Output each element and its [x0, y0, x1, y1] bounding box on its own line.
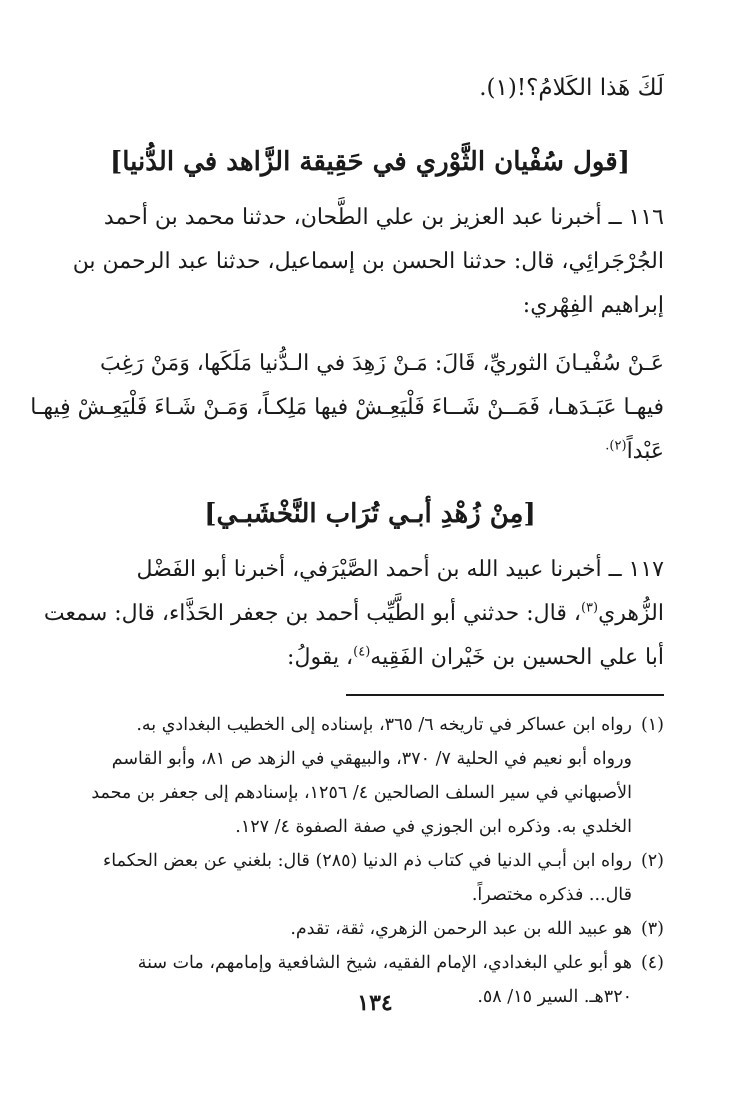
narration-117-line-2-a: الزُّهري — [598, 601, 664, 626]
quote-line-3 — [76, 430, 664, 474]
narration-117-line-2-b: ، قال: حدثني أبو الطَّيِّب أحمد بن جعفر الحَذَّاء، قال: سمعت — [43, 601, 581, 626]
footnote-marker: (٤) — [640, 953, 664, 973]
footnote-ref-4: (٤) — [353, 644, 371, 660]
footnote-1-line-4: الخلدي به. وذكره ابن الجوزي في صفة الصفوة ٤/ ١٢٧. — [235, 817, 632, 837]
footnote-marker: (٣) — [640, 919, 664, 939]
footnote-3-line-1: هو عبيد الله بن عبد الرحمن الزهري، ثقة، تقدم. — [290, 919, 632, 939]
narration-117-line-3 — [76, 636, 664, 680]
narration-117-line-2 — [43, 592, 664, 636]
footnote-1-line-3: الأصبهاني في سير السلف الصالحين ٤/ ١٢٥٦، بإسنادهم إلى جعفر بن محمد — [91, 783, 632, 803]
footnote-1-line-1: رواه ابن عساكر في تاريخه ٦/ ٣٦٥، بإسناده إلى الخطيب البغدادي به. — [136, 715, 632, 735]
narration-116 — [72, 196, 664, 328]
continued-text-line: لَكَ هَذا الكَلامُ؟!(١). — [479, 75, 664, 101]
section-heading-nakhshabi: [مِنْ زُهْدِ أبـي تُرَاب النَّخْشَبـي] — [204, 499, 536, 529]
quote-line-3-text: عَبْداً — [626, 439, 664, 464]
footnote-2-line-1: رواه ابن أبـي الدنيا في كتاب ذم الدنيا (٢٨٥) قال: بلغني عن بعض الحكماء — [103, 851, 632, 871]
thawri-quote — [30, 342, 664, 474]
page-number: ١٣٤ — [357, 990, 393, 1016]
quote-line-2: فيهـا عَبَـدَهـا، فَمَــنْ شَــاءَ فَلْيَعِـشْ فيها مَلِكـاً، وَمَـنْ شَـاءَ فَلْيَعِـشْ فِيهـا — [30, 395, 664, 420]
quote-line-1: عَـنْ سُفْيـانَ الثوريِّ، قَالَ: مَـنْ زَهِدَ في الـدُّنيا مَلَكَها، وَمَنْ رَغِبَ — [99, 351, 664, 376]
footnote-marker: (١) — [640, 715, 664, 735]
footnote-marker: (٢) — [640, 851, 664, 871]
section-heading-thawri: [قول سُفْيان الثَّوْري في حَقِيقة الزَّاهد في الدُّنيا] — [109, 147, 631, 177]
narration-117-line-3-a: أبا علي الحسين بن خَيْران الفَقِيه — [370, 645, 664, 670]
narration-116-line-2: الجُرْجَرائِي، قال: حدثنا الحسن بن إسماعيل، حدثنا عبد الرحمن بن — [72, 249, 664, 274]
footnote-1 — [76, 708, 664, 844]
footnote-ref-2: (٢). — [605, 438, 627, 454]
narration-117-line-1: ١١٧ ــ أخبرنا عبيد الله بن أحمد الصَّيْرَفي، أخبرنا أبو الفَضْل — [136, 557, 664, 582]
narration-117-line-3-b: ، يقولُ: — [287, 645, 354, 670]
narration-116-line-3: إبراهيم الفِهْري: — [522, 293, 664, 318]
footnote-ref-3: (٣) — [580, 600, 599, 616]
footnote-divider — [346, 694, 664, 696]
narration-117 — [43, 548, 664, 680]
footnote-4-line-2: ٣٢٠هـ. السير ١٥/ ٥٨. — [477, 987, 632, 1007]
footnote-4-line-1: هو أبو علي البغدادي، الإمام الفقيه، شيخ الشافعية وإمامهم، مات سنة — [137, 953, 632, 973]
footnote-2-line-2: قال... فذكره مختصراً. — [471, 885, 632, 905]
footnotes — [76, 708, 664, 1014]
narration-116-line-1: ١١٦ ــ أخبرنا عبد العزيز بن علي الطَّحان، حدثنا محمد بن أحمد — [103, 205, 664, 230]
footnote-3 — [76, 912, 664, 946]
footnote-2 — [76, 844, 664, 912]
footnote-1-line-2: ورواه أبو نعيم في الحلية ٧/ ٣٧٠، والبيهقي في الزهد ص ٨١، وأبو القاسم — [111, 749, 632, 769]
